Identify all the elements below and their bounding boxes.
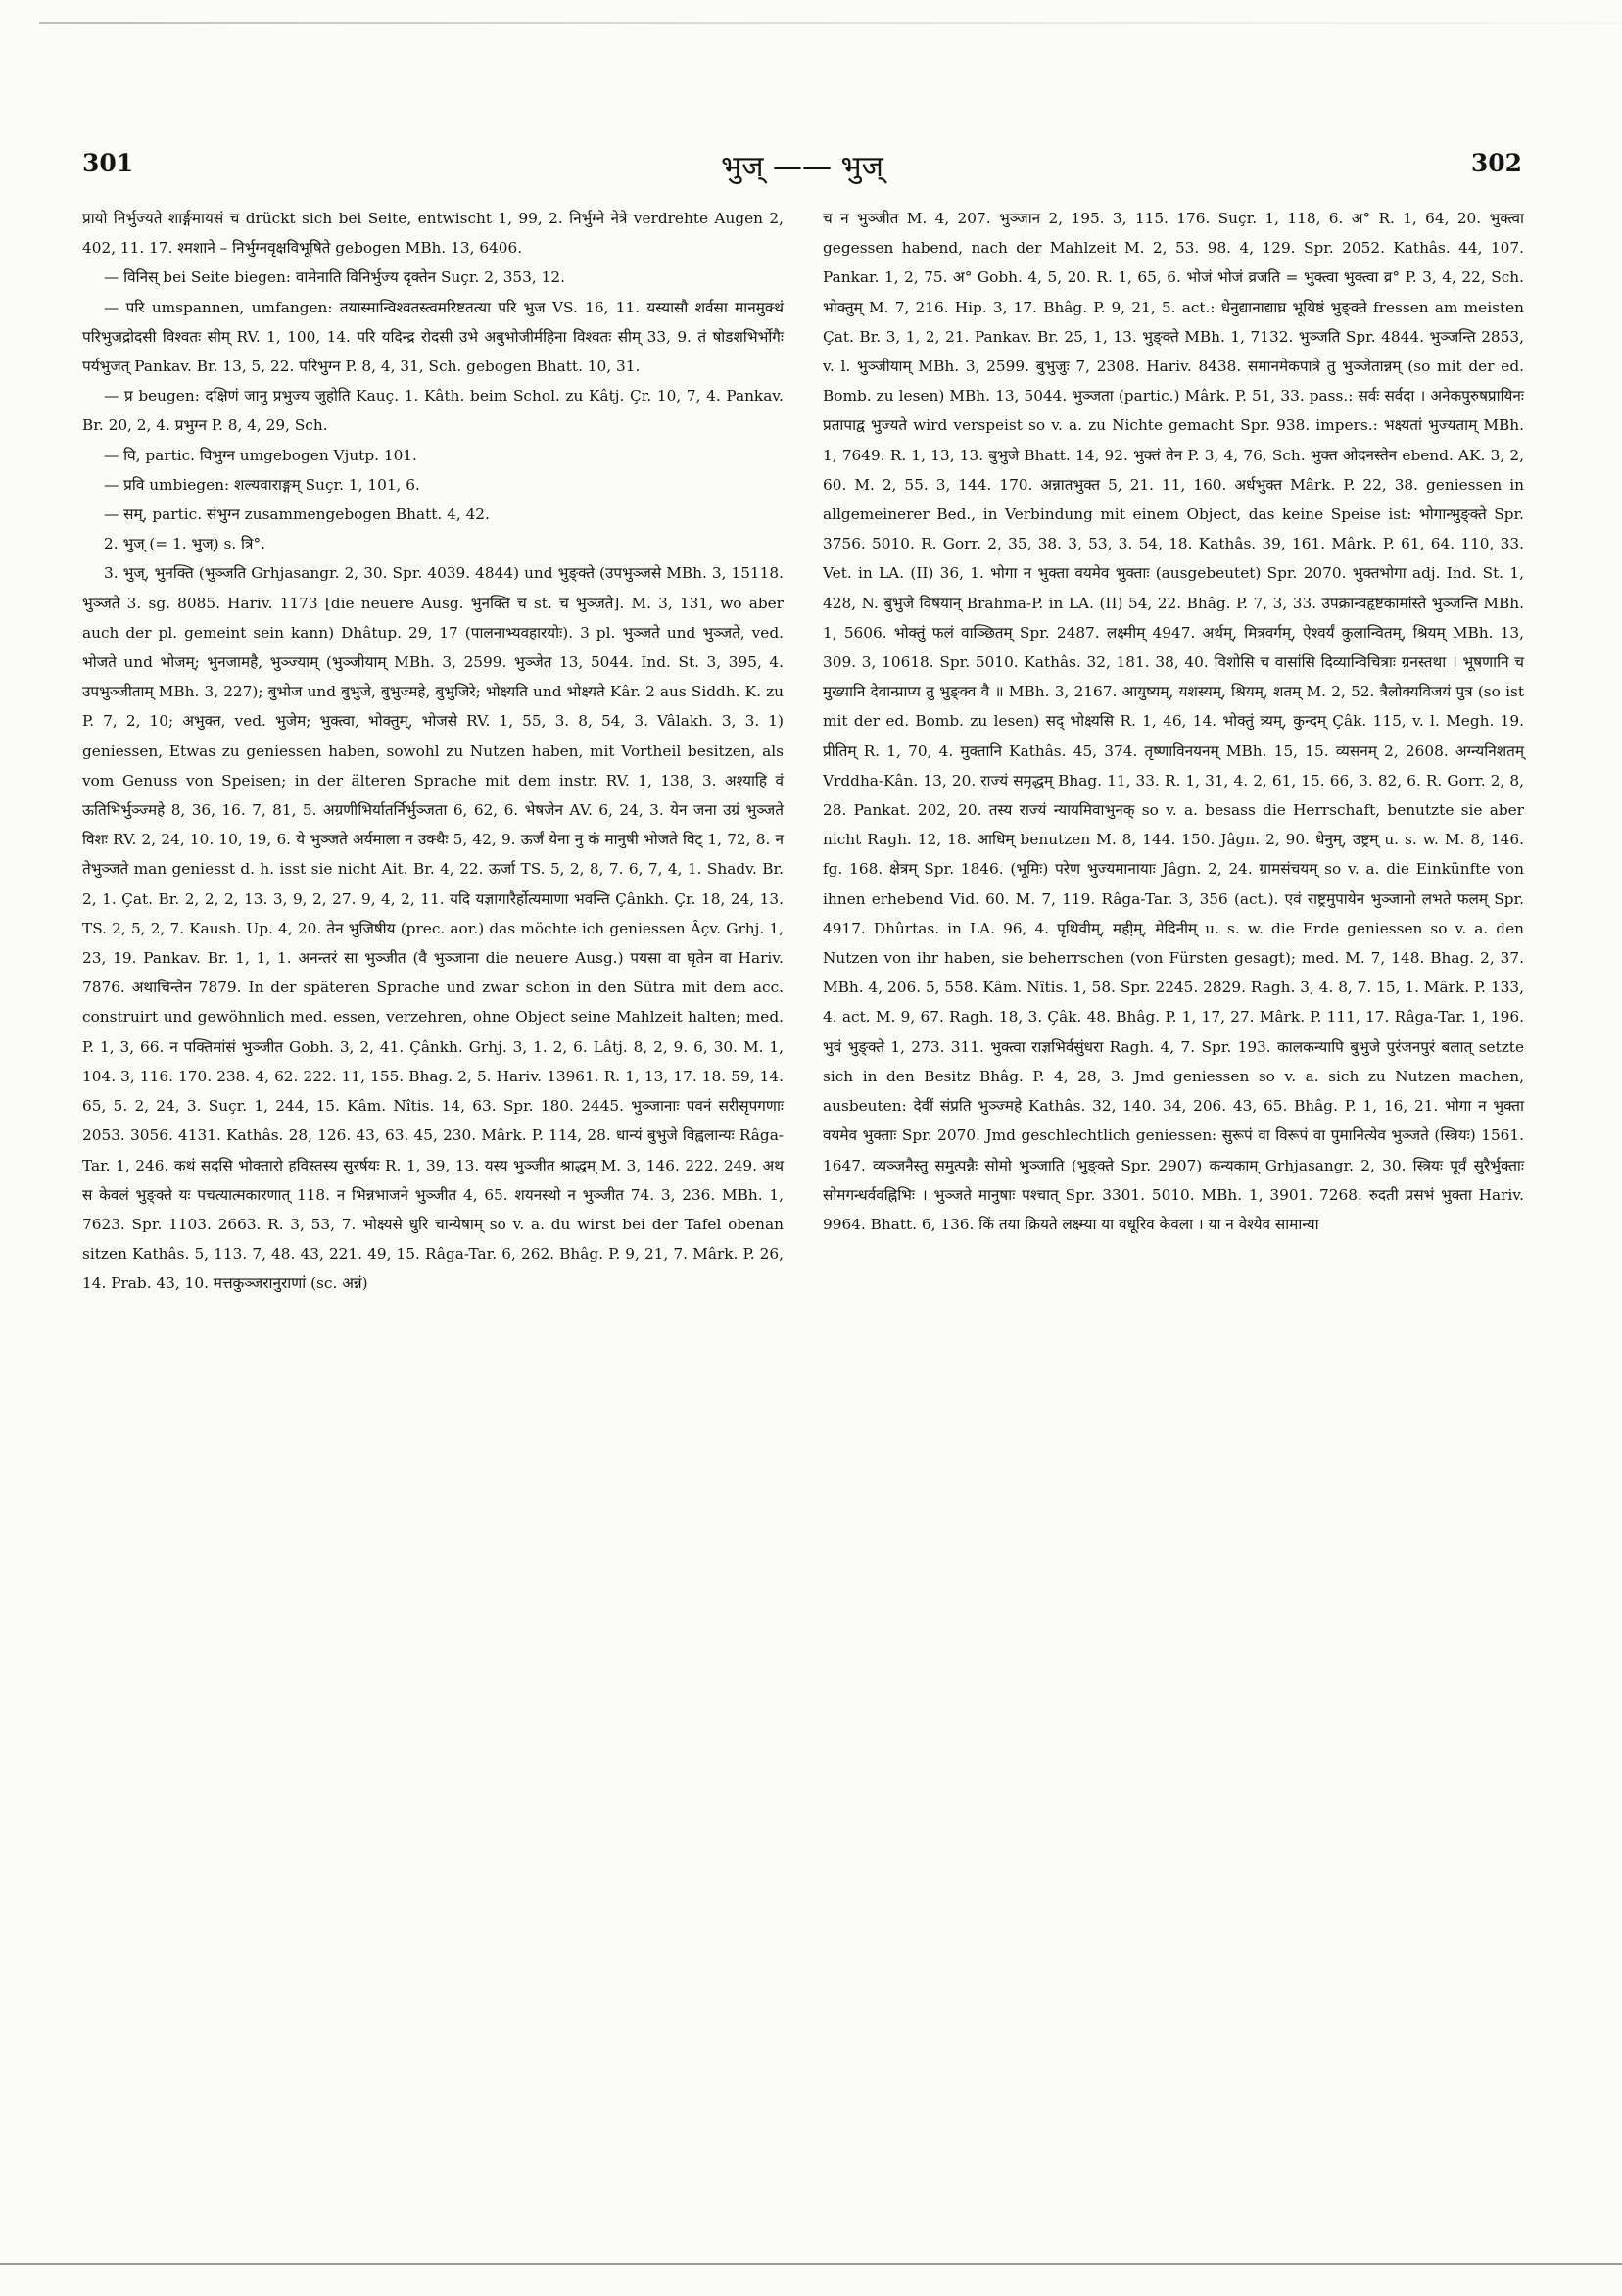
entry-paragraph: — प्र beugen: दक्षिणं जानु प्रभुज्य जुहोति Kauç. 1. Kâth. beim Schol. zu Kâtj. Çr. 10, 7, 4. Pankav. Br. 20, 2, 4. प्रभुग्न P. 8, 4, 29, Sch.: [82, 387, 784, 435]
left-column: [82, 204, 784, 1299]
scan-edge-line: [39, 22, 1622, 24]
entry-paragraph: प्रायो निर्भुज्यते शार्ङ्गमायसं च drückt sich bei Seite, entwischt 1, 99, 2. निर्भुग्ने नेत्रे verdrehte Augen 2, 402, 11. 17. श्मशाने – निर्भुग्नवृक्षविभूषिते gebogen MBh. 13, 6406.: [82, 210, 784, 258]
entry-paragraph: — वि, partic. विभुग्न umgebogen Vjutp. 101.: [104, 446, 417, 464]
entry-paragraph: — सम्, partic. संभुग्न zusammengebogen Bhatt. 4, 42.: [104, 505, 490, 524]
entry-paragraph: — विनिस् bei Seite biegen: वामेनाति विनिर्भुज्य दृक्तेन Suçr. 2, 353, 12.: [104, 268, 565, 287]
entry-paragraph: — परि umspannen, umfangen: तयास्मान्विश्वतस्त्वमरिष्टतत्या परि भुज VS. 16, 11. यस्यासौ शर्वसा मानमुक्थं परिभुजद्रोदसी विश्वतः सीम् RV. 1, 100, 14. परि यदिन्द्र रोदसी उभे अबुभोजीर्महिना विश्वतः सीम् 33, 9. तं षोडशभिर्भोगैः पर्यभुजत् Pankav. Br. 13, 5, 22. परिभुग्न P. 8, 4, 31, Sch. gebogen Bhatt. 10, 31.: [82, 298, 784, 376]
entry-paragraph: च न भुञ्जीत M. 4, 207. भुञ्जान 2, 195. 3, 115. 176. Suçr. 1, 118, 6. अ° R. 1, 64, 20. भुक्त्वा gegessen habend, nach der Mahlzeit M. 2, 53. 98. 4, 129. Spr. 2052. Kathâs. 44, 107. Pankar. 1, 2, 75. अ° Gobh. 4, 5, 20. R. 1, 65, 6. भोजं भोजं व्रजति = भुक्त्वा भुक्त्वा व्र° P. 3, 4, 22, Sch. भोक्तुम् M. 7, 216. Hip. 3, 17. Bhâg. P. 9, 21, 5. act.: धेनुद्यानाद्याघ्र भूयिष्ठं भुङ्क्ते fressen am meisten Çat. Br. 3, 1, 2, 21. Pankav. Br. 25, 1, 13. भुङ्क्ते MBh. 1, 7132. भुञ्जति Spr. 4844. भुञ्जन्ति 2853, v. l. भुञ्जीयाम् MBh. 3, 2599. बुभुजुः 7, 2308. Hariv. 8438. समानमेकपात्रे तु भुञ्जेतान्नम् (so mit der ed. Bomb. zu lesen) MBh. 13, 5044. भुञ्जता (partic.) Mârk. P. 51, 33. pass.: सर्वः सर्वदा । अनेकपुरुषप्रायिनः प्रतापाद्व भुज्यते wird verspeist so v. a. zu Nichte gemacht Spr. 938. impers.: भक्ष्यतां भुज्यताम् MBh. 1, 7649. R. 1, 13, 13. बुभुजे Bhatt. 14, 92. भुक्तं तेन P. 3, 4, 76, Sch. भुक्त ओदनस्तेन ebend. AK. 3, 2, 60. M. 2, 55. 3, 144. 170. अन्नातभुक्त 5, 21. 11, 160. अर्धभुक्त Mârk. P. 22, 38. geniessen in allgemeinerer Bed., in Verbindung mit einem Object, das keine Speise ist: भोगान्भुङ्क्ते Spr. 3756. 5010. R. Gorr. 2, 35, 38. 3, 53, 3. 54, 18. Kathâs. 39, 161. Mârk. P. 61, 64. 110, 33. Vet. in LA. (II) 36, 1. भोगा न भुक्ता वयमेव भुक्ताः (ausgebeutet) Spr. 2070. भुक्तभोगा adj. Ind. St. 1, 428, N. बुभुजे विषयान् Brahma-P. in LA. (II) 54, 22. Bhâg. P. 7, 3, 33. उपक्रान्वहृष्टकामांस्ते भुञ्जन्ति MBh. 1, 5606. भोक्तुं फलं वाञ्छितम् Spr. 2487. लक्ष्मीम् 4947. अर्थम्, मित्रवर्गम्, ऐश्वर्यं कुलान्वितम्, श्रियम् MBh. 13, 309. 3, 10618. Spr. 5010. Kathâs. 32, 181. 38, 40. विशोसि च वासांसि दिव्यान्विचित्राः ग्रनस्तथा । भूषणानि च मुख्यानि देवान्प्राप्य तु भुङ्क्व वै ॥ MBh. 3, 2167. आयुष्यम्, यशस्यम्, श्रियम्, शतम् M. 2, 52. त्रैलोक्यविजयं पुत्र (so ist mit der ed. Bomb. zu lesen) सद् भोक्ष्यसि R. 1, 46, 14. भोक्तुं त्र्यम्, कुन्दम् Çâk. 115, v. l. Megh. 19. प्रीतिम् R. 1, 70, 4. मुक्तानि Kathâs. 45, 374. तृष्णाविनयनम् MBh. 15, 15. व्यसनम् 2, 2608. अग्न्यनिशतम् Vrddha-Kân. 13, 20. राज्यं समृद्धम् Bhag. 11, 33. R. 1, 31, 4. 2, 61, 15. 66, 3. 82, 6. R. Gorr. 2, 8, 28. Pankat. 202, 20. तस्य राज्यं न्यायमिवाभुनक् so v. a. besass die Herrschaft, benutzte sie aber nicht Ragh. 12, 18. आधिम् benutzen M. 8, 144. 150. Jâgn. 2, 90. धेनुम्, उष्ट्रम् u. s. w. M. 8, 146. fg. 168. क्षेत्रम् Spr. 1846. (भूमिः) परेण भुज्यमानायाः Jâgn. 2, 24. ग्रामसंचयम् so v. a. die Einkünfte von ihnen erhebend Vid. 60. M. 7, 119. Râga-Tar. 3, 356 (act.). एवं राष्ट्रमुपायेन भुञ्जानो लभते फलम् Spr. 4917. Dhûrtas. in LA. 96, 4. पृथिवीम्, मही़म्, मेदिनीम् u. s. w. die Erde geniessen so v. a. den Nutzen von ihr haben, sie beherrschen (von Fürsten gesagt); med. M. 7, 148. Bhag. 2, 37. MBh. 4, 206. 5, 558. Kâm. Nîtis. 1, 58. Spr. 2245. 2829. Ragh. 3, 4. 8, 7. 15, 1. Mârk. P. 133, 4. act. M. 9, 67. Ragh. 18, 3. Çâk. 48. Bhâg. P. 1, 17, 27. Mârk. P. 111, 17. Râga-Tar. 1, 196. भुवं भुङ्क्ते 1, 273. 311. भुक्त्वा राज्ञभिर्वसुंधरा Ragh. 4, 7. Spr. 193. कालकन्यापि बुभुजे पुरंजनपुरं बलात् setzte sich in den Besitz Bhâg. P. 4, 28, 3. Jmd geniessen so v. a. sich zu Nutzen machen, ausbeuten: देवीं संप्रति भुञ्ज्महे Kathâs. 32, 140. 34, 206. 43, 65. Bhâg. P. 1, 16, 21. भोगा न भुक्ता वयमेव भुक्ताः Spr. 2070. Jmd geschlechtlich geniessen: सुरूपं वा विरूपं वा पुमानित्येव भुञ्जते (स्त्रियः) 1561. 1647. व्यञ्जनैस्तु समुत्पन्नैः सोमो भुञ्जाति (भुङ्क्ते Spr. 2907) कन्यकाम् Grhjasangr. 2, 30. स्त्रियः पूर्वं सुरैर्भुक्ताः सोमगन्धर्ववह्निभिः । भुञ्जते मानुषाः पश्चात् Spr. 3301. 5010. MBh. 1, 3901. 7268. रुदती प्रसभं भुक्ता Hariv. 9964. Bhatt. 6, 136. किं तया क्रियते लक्ष्म्या या वधूरिव केवला । या न वेश्येव सामान्या: [823, 210, 1524, 1233]
page-number-right: 302: [1470, 149, 1522, 177]
entry-paragraph: 3. भुज्, भुनक्ति (भुञ्जति Grhjasangr. 2, 30. Spr. 4039. 4844) und भुङ्क्ते (उपभुञ्जसे MBh. 3, 15118. भुञ्जते 3. sg. 8085. Hariv. 1173 [die neuere Ausg. भुनक्ति च st. च भुञ्जते]. M. 3, 131, wo aber auch der pl. gemeint sein kann) Dhâtup. 29, 17 (पालनाभ्यवहारयोः). 3 pl. भुञ्जते und भुञ्जते, ved. भोजते und भोजम्; भुनजामहै, भुञ्ज्याम् (भुञ्जीयाम् MBh. 3, 2599. भुञ्जेत 13, 5044. Ind. St. 3, 395, 4. उपभुञ्जीताम् MBh. 3, 227); बुभोज und बुभुजे, बुभुज्महे, बुभुजिरे; भोक्ष्यति und भोक्ष्यते Kâr. 2 aus Siddh. K. zu P. 7, 2, 10; अभुक्त, ved. भुजेम; भुक्त्वा, भोक्तुम्, भोजसे RV. 1, 55, 3. 8, 54, 3. Vâlakh. 3, 3. 1) geniessen, Etwas zu geniessen haben, sowohl zu Nutzen haben, mit Vortheil besitzen, als vom Genuss von Speisen; in der älteren Sprache mit dem instr. RV. 1, 138, 3. अश्याहि वं ऊतिभिर्भुञ्ज्महे 8, 36, 16. 7, 81, 5. अग्रणीभिर्यातर्निर्भुञ्जता 6, 62, 6. भेषजेन AV. 6, 24, 3. येन जना उग्रं भुञ्जते विशः RV. 2, 24, 10. 10, 19, 6. ये भुञ्जते अर्यमाला न उक्थैः 5, 42, 9. ऊर्जं येना नु कं मानुषी भोजते विट् 1, 72, 8. न तेभुञ्जते man geniesst d. h. isst sie nicht Ait. Br. 4, 22. ऊर्जा TS. 5, 2, 8, 7. 6, 7, 4, 1. Shadv. Br. 2, 1. Çat. Br. 2, 2, 2, 13. 3, 9, 2, 27. 9, 4, 2, 11. यदि यज्ञागारैर्होत्यमाणा भवन्ति Çânkh. Çr. 18, 24, 13. TS. 2, 5, 2, 7. Kaush. Up. 4, 20. तेन भुजिषीय (prec. aor.) das möchte ich geniessen Âçv. Grhj. 1, 23, 19. Pankav. Br. 1, 1, 1. अनन्तरं सा भुञ्जीत (वै भुञ्जाना die neuere Ausg.) पयसा वा घृतेन वा Hariv. 7876. अथाचिन्तेन 7879. In der späteren Sprache und zwar schon in den Sûtra mit dem acc. construirt und gewöhnlich med. essen, verzehren, ohne Object seine Mahlzeit halten; med. P. 1, 3, 66. न पक्तिमांसं भुञ्जीत Gobh. 3, 2, 41. Çânkh. Grhj. 3, 1. 2, 6. Lâtj. 8, 2, 9. 6, 30. M. 1, 104. 3, 116. 170. 238. 4, 62. 222. 11, 155. Bhag. 2, 5. Hariv. 13961. R. 1, 13, 17. 18. 59, 14. 65, 5. 2, 24, 3. Suçr. 1, 244, 15. Kâm. Nîtis. 14, 63. Spr. 180. 2445. भुञ्जानाः पवनं सरीसृपगणाः 2053. 3056. 4131. Kathâs. 28, 126. 43, 63. 45, 230. Mârk. P. 114, 28. धान्यं बुभुजे विह्वलान्यः Râga-Tar. 1, 246. कथं सदसि भोक्तारो हविस्तस्य सुरर्षयः R. 1, 39, 13. यस्य भुञ्जीत श्राद्धम् M. 3, 146. 222. 249. अथ स केवलं भुङ्क्ते यः पचत्यात्मकारणात् 118. न भिन्नभाजने भुञ्जीत 4, 65. शयनस्थो न भुञ्जीत 74. 3, 236. MBh. 1, 7623. Spr. 1103. 2663. R. 3, 53, 7. भोक्ष्यसे धुरि चान्येषाम् so v. a. du wirst bei der Tafel obenan sitzen Kathâs. 5, 113. 7, 48. 43, 221. 49, 15. Râga-Tar. 6, 262. Bhâg. P. 9, 21, 7. Mârk. P. 26, 14. Prab. 43, 10. मत्तकुञ्जरानुराणां (sc. अन्नं): [82, 564, 784, 1293]
entry-paragraph: 2. भुज् (= 1. भुज्) s. त्रि°.: [104, 535, 265, 553]
page-number-left: 301: [82, 149, 134, 177]
entry-paragraph: — प्रवि umbiegen: शल्यवाराङ्गम् Suçr. 1, 101, 6.: [104, 475, 420, 494]
headword: भुज् —— भुज्: [721, 150, 883, 184]
page-header: [82, 145, 1522, 188]
bottom-rule: [0, 2263, 1622, 2265]
right-column: [823, 204, 1524, 1239]
